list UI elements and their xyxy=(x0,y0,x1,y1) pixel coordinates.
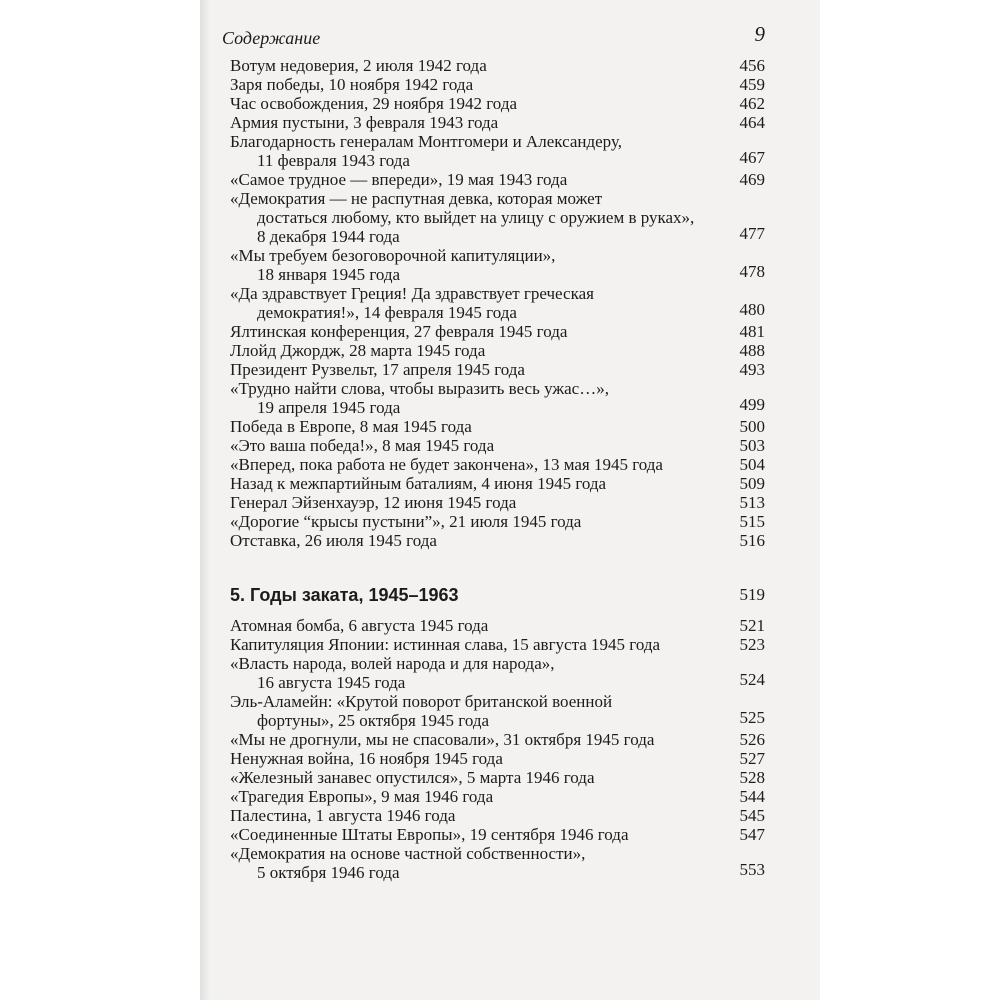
toc-entry-page: 515 xyxy=(739,512,765,531)
toc-entry xyxy=(230,132,765,170)
toc-entry-text: 8 декабря 1944 года xyxy=(257,227,400,246)
toc-entry-text: Благодарность генералам Монтгомери и Александеру, xyxy=(230,132,622,151)
toc-entry-page: 488 xyxy=(739,341,765,360)
toc-entry xyxy=(230,75,765,94)
toc-entry xyxy=(230,170,765,189)
toc-entry-page: 469 xyxy=(739,170,765,189)
page-spine-shadow xyxy=(200,0,210,1000)
toc-entry-text: Капитуляция Японии: истинная слава, 15 августа 1945 года xyxy=(230,635,661,654)
toc-entry-page: 467 xyxy=(739,148,765,167)
toc-entry xyxy=(230,56,765,75)
toc-entry-text: Эль-Аламейн: «Крутой поворот британской военной xyxy=(230,692,613,711)
toc-entry-text: «Трудно найти слова, чтобы выразить весь ужас…», xyxy=(230,379,609,398)
toc-entry-text: Ллойд Джордж, 28 марта 1945 года xyxy=(230,341,486,360)
toc-entry-text: «Соединенные Штаты Европы», 19 сентября 1946 года xyxy=(230,825,629,844)
toc-entry-text: Отставка, 26 июля 1945 года xyxy=(230,531,437,550)
toc-entry xyxy=(230,531,765,550)
toc-entry-text: Ялтинская конференция, 27 февраля 1945 года xyxy=(230,322,568,341)
toc-entry-page: 478 xyxy=(739,262,765,281)
toc-entry-page: 547 xyxy=(739,825,765,844)
toc-entry-text: Генерал Эйзенхауэр, 12 июня 1945 года xyxy=(230,493,517,512)
toc-entry-text: фортуны», 25 октября 1945 года xyxy=(257,711,490,730)
toc-entry xyxy=(230,246,765,284)
toc-entry xyxy=(230,806,765,825)
toc-entry xyxy=(230,844,765,882)
toc-entry-text: «Демократия на основе частной собственности», xyxy=(230,844,586,863)
toc-entry xyxy=(230,94,765,113)
section-title: 5. Годы заката, 1945–1963 xyxy=(230,585,459,605)
toc-entry-page: 516 xyxy=(739,531,765,550)
toc-entry-text: 18 января 1945 года xyxy=(257,265,401,284)
toc-entry-text: 5 октября 1946 года xyxy=(257,863,400,882)
toc-entry-page: 499 xyxy=(739,395,765,414)
toc-entry-text: Армия пустыни, 3 февраля 1943 года xyxy=(230,113,499,132)
section-page: 519 xyxy=(739,585,765,604)
toc-entry-page: 459 xyxy=(739,75,765,94)
toc-entry xyxy=(230,322,765,341)
toc-entry-page: 509 xyxy=(739,474,765,493)
toc-entry xyxy=(230,749,765,768)
toc-entry-page: 525 xyxy=(739,708,765,727)
toc-entry-page: 480 xyxy=(739,300,765,319)
toc-entry-text: Вотум недоверия, 2 июля 1942 года xyxy=(230,56,487,75)
toc-entry-page: 524 xyxy=(739,670,765,689)
toc-entry xyxy=(230,189,765,246)
toc-entry xyxy=(230,512,765,531)
toc-entry-text: Палестина, 1 августа 1946 года xyxy=(230,806,456,825)
toc-entry-text: 16 августа 1945 года xyxy=(257,673,406,692)
toc-entry xyxy=(230,455,765,474)
toc-entry xyxy=(230,474,765,493)
toc-entry-page: 504 xyxy=(739,455,765,474)
toc-entry xyxy=(230,341,765,360)
toc-entry-text: «Самое трудное — впереди», 19 мая 1943 года xyxy=(230,170,568,189)
toc-entry xyxy=(230,379,765,417)
toc-entry xyxy=(230,436,765,455)
toc-entry xyxy=(230,825,765,844)
toc-entry-page: 521 xyxy=(739,616,765,635)
toc-entry xyxy=(230,635,765,654)
toc-entry-text: Ненужная война, 16 ноября 1945 года xyxy=(230,749,503,768)
toc-entries-part2 xyxy=(230,616,765,882)
toc-entry-text: 11 февраля 1943 года xyxy=(257,151,410,170)
toc-entry-text: «Это ваша победа!», 8 мая 1945 года xyxy=(230,436,495,455)
running-header-title: Содержание xyxy=(222,28,321,48)
toc-entries-part1 xyxy=(230,56,765,550)
toc-entry-page: 545 xyxy=(739,806,765,825)
toc-entry-text: «Дорогие “крысы пустыни”», 21 июля 1945 года xyxy=(230,512,582,531)
toc-entry xyxy=(230,692,765,730)
toc-entry-page: 464 xyxy=(739,113,765,132)
toc-entry-text: «Трагедия Европы», 9 мая 1946 года xyxy=(230,787,494,806)
toc-entry-text: «Мы требуем безоговорочной капитуляции», xyxy=(230,246,556,265)
toc-entry-text: «Демократия — не распутная девка, которая может xyxy=(230,189,603,208)
toc-section-heading xyxy=(230,584,765,606)
toc-entry-text: Победа в Европе, 8 мая 1945 года xyxy=(230,417,472,436)
toc-entry-text: «Да здравствует Греция! Да здравствует греческая xyxy=(230,284,594,303)
toc-entry-page: 513 xyxy=(739,493,765,512)
page-number: 9 xyxy=(754,22,765,46)
toc-entry xyxy=(230,616,765,635)
toc-entry-text: достаться любому, кто выйдет на улицу с оружием в руках», xyxy=(257,208,695,227)
toc-entry-page: 456 xyxy=(739,56,765,75)
toc-entry xyxy=(230,768,765,787)
book-page xyxy=(200,0,820,1000)
toc-entry-page: 500 xyxy=(739,417,765,436)
toc-entry-page: 481 xyxy=(739,322,765,341)
toc-entry xyxy=(230,787,765,806)
toc-entry-page: 462 xyxy=(739,94,765,113)
toc-entry-text: демократия!», 14 февраля 1945 года xyxy=(257,303,517,322)
toc-entry-text: Президент Рузвельт, 17 апреля 1945 года xyxy=(230,360,525,379)
toc-entry-text: Час освобождения, 29 ноября 1942 года xyxy=(230,94,518,113)
toc-entry-text: Атомная бомба, 6 августа 1945 года xyxy=(230,616,489,635)
table-of-contents xyxy=(230,56,765,882)
toc-entry-text: «Вперед, пока работа не будет закончена», 13 мая 1945 года xyxy=(230,455,663,474)
toc-entry xyxy=(230,654,765,692)
toc-entry xyxy=(230,284,765,322)
toc-entry-page: 493 xyxy=(739,360,765,379)
toc-entry-text: Заря победы, 10 ноября 1942 года xyxy=(230,75,474,94)
toc-entry-page: 523 xyxy=(739,635,765,654)
toc-entry xyxy=(230,730,765,749)
toc-entry xyxy=(230,417,765,436)
toc-entry-text: «Власть народа, волей народа и для народа», xyxy=(230,654,555,673)
toc-entry-text: «Мы не дрогнули, мы не спасовали», 31 октября 1945 года xyxy=(230,730,655,749)
toc-entry xyxy=(230,113,765,132)
toc-entry-page: 544 xyxy=(739,787,765,806)
toc-entry-page: 553 xyxy=(739,860,765,879)
toc-entry-page: 528 xyxy=(739,768,765,787)
toc-entry xyxy=(230,493,765,512)
toc-entry-text: Назад к межпартийным баталиям, 4 июня 1945 года xyxy=(230,474,607,493)
toc-entry-page: 503 xyxy=(739,436,765,455)
toc-entry-text: 19 апреля 1945 года xyxy=(257,398,401,417)
toc-entry xyxy=(230,360,765,379)
toc-entry-page: 527 xyxy=(739,749,765,768)
toc-entry-page: 526 xyxy=(739,730,765,749)
toc-entry-text: «Железный занавес опустился», 5 марта 1946 года xyxy=(230,768,595,787)
toc-entry-page: 477 xyxy=(739,224,765,243)
